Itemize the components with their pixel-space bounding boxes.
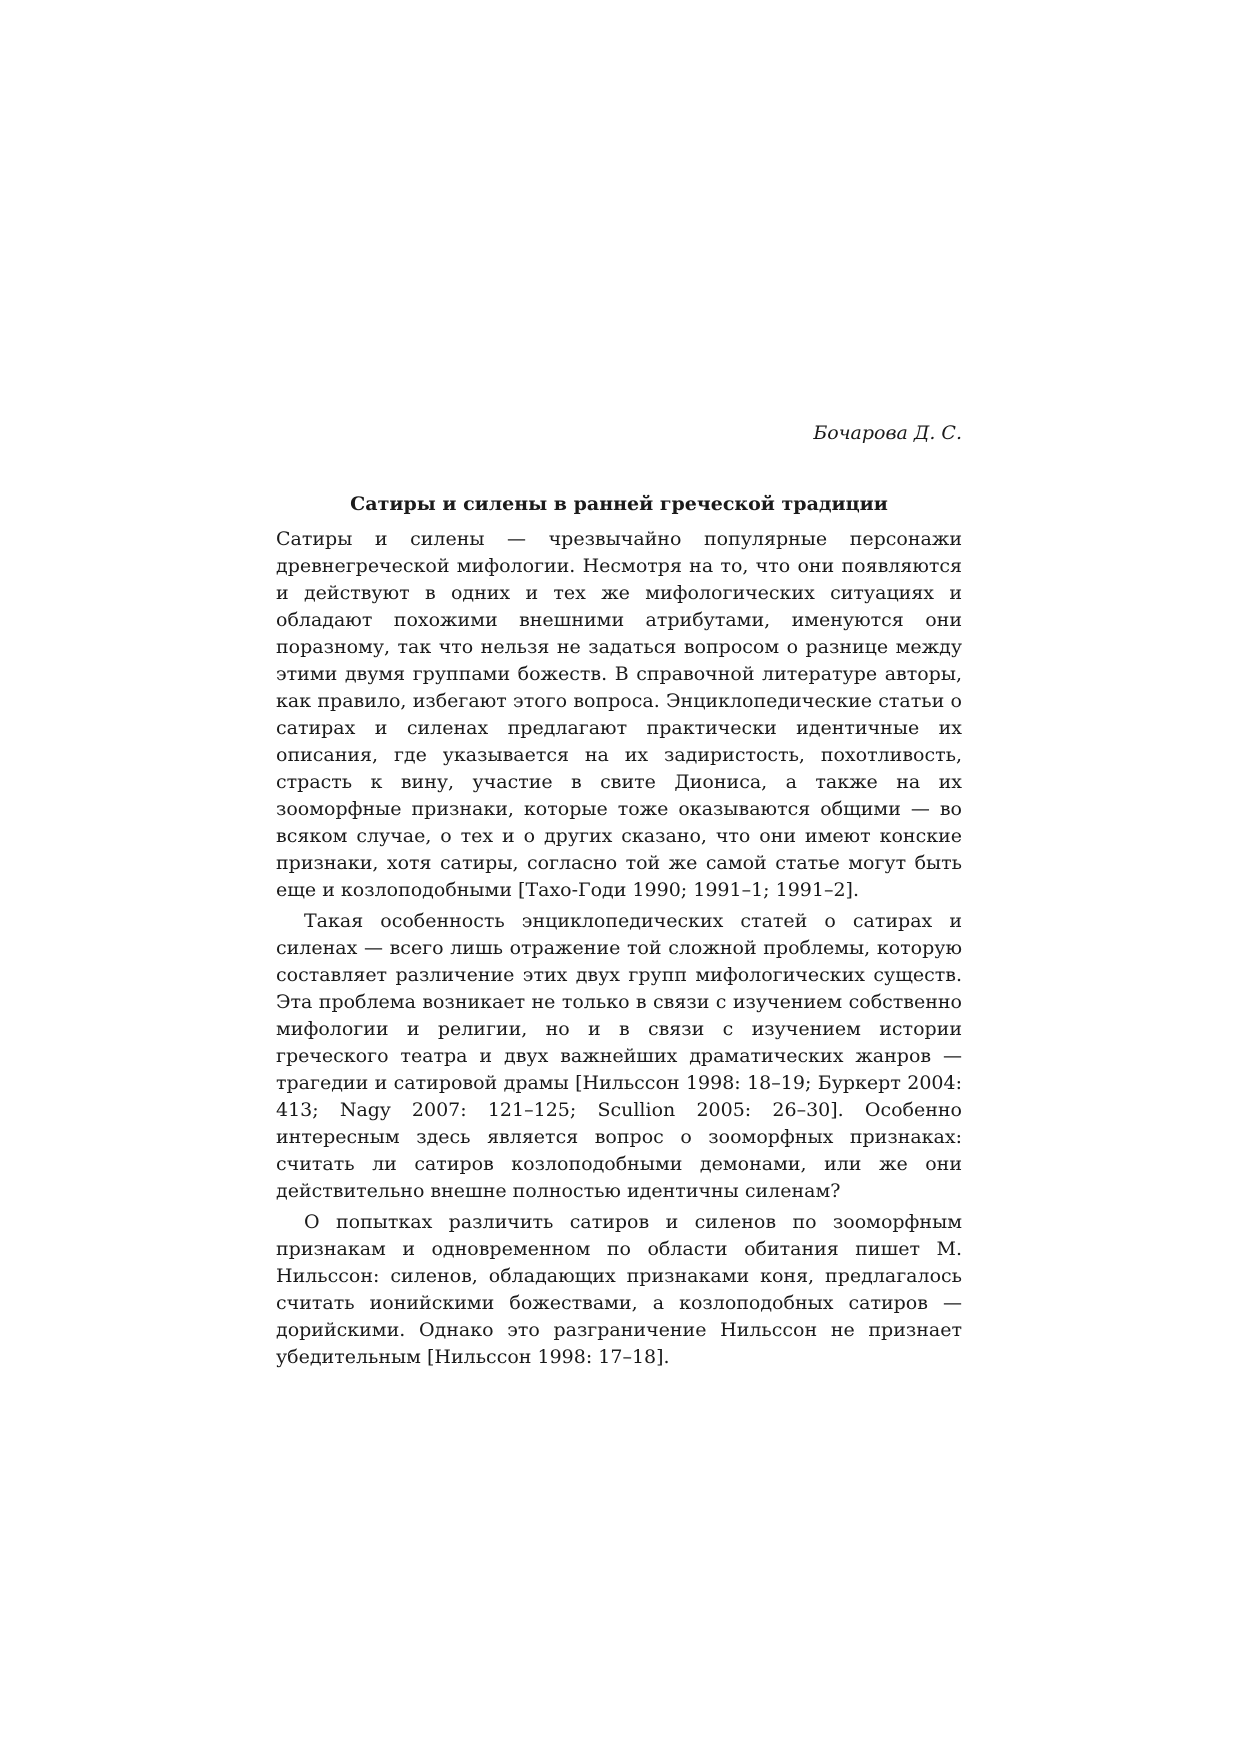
author-line: Бочарова Д. С. xyxy=(813,422,962,444)
paragraph-2: Такая особенность энциклопедических статей о сатирах и силенах — всего лишь отражение той сложной проблемы, которую составляет различение этих двух групп мифологических существ. Эта проблема возникает не только в связи с изучением собственно мифологии и религии, но и в связи с изучением истории греческого театра и двух важнейших драматических жанров — трагедии и сатировой драмы [Нильссон 1998: 18–19; Буркерт 2004: 413; Nagy 2007: 121–125; Scullion 2005: 26–30]. Особенно интересным здесь является вопрос о зооморфных признаках: считать ли сатиров козлоподобными демонами, или же они действительно внешне полностью идентичны силенам? xyxy=(276,910,962,1202)
article-title: Сатиры и силены в ранней греческой традиции xyxy=(350,493,888,515)
text-block xyxy=(276,420,962,1371)
paragraph-3: О попытках различить сатиров и силенов по зооморфным признакам и одновременном по области обитания пишет М. Нильссон: силенов, обладающих признаками коня, предлагалось считать ионийскими божествами, а козлоподобных сатиров — дорийскими. Однако это разграничение Нильссон не признает убедительным [Нильссон 1998: 17–18]. xyxy=(276,1211,962,1368)
paragraph-1: Сатиры и силены — чрезвычайно популярные персонажи древнегреческой мифологии. Несмотря на то, что они появляются и действуют в одних и тех же мифологических ситуациях и обладают похожими внешними атрибутами, именуются они поразному, так что нельзя не задаться вопросом о разнице между этими двумя группами божеств. В справочной литературе авторы, как правило, избегают этого вопроса. Энциклопедические статьи о сатирах и силенах предлагают практически идентичные их описания, где указывается на их задиристость, похотливость, страсть к вину, участие в свите Диониса, а также на их зооморфные признаки, которые тоже оказываются общими — во всяком случае, о тех и о других сказано, что они имеют конские признаки, хотя сатиры, согласно той же самой статье могут быть еще и козлоподобными [Тахо-Годи 1990; 1991–1; 1991–2]. xyxy=(276,528,962,901)
